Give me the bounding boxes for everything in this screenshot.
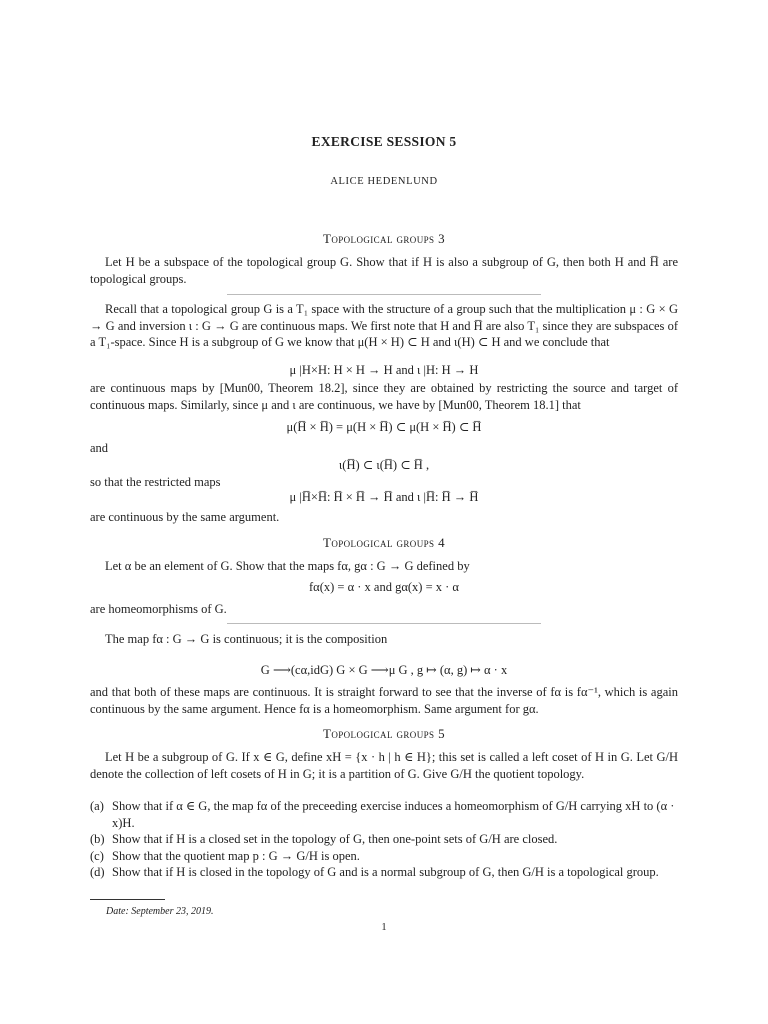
list-item — [90, 864, 678, 881]
equation-3-3: ι(H̅) ⊂ ι(H̅) ⊂ H̅ , — [338, 458, 430, 472]
list-item — [90, 831, 678, 848]
item-text: Show that if H is closed in the topology of G and is a normal subgroup of G, then G/H is a topological group. — [112, 865, 659, 879]
footnote-date: Date: September 23, 2019. — [106, 906, 214, 917]
divider-3 — [227, 294, 541, 295]
solution-4-p2: and that both of these maps are continuous. It is straight forward to see that the inverse of fα is fα⁻¹, which is again continuous by the same argument. Hence fα is a homeomorphism. Same argument for gα. — [90, 685, 678, 716]
author-name: ALICE HEDENLUND — [330, 176, 438, 187]
problem-3: Let H be a subspace of the topological group G. Show that if H is also a subgroup of G, then both H and H̅ are topological groups. — [90, 255, 678, 286]
item-label: (b) — [90, 832, 105, 846]
solution-3-p1: Recall that a topological group G is a T₁ space with the structure of a group such that the multiplication μ : G × G → G and inversion ι : G → G are continuous maps. We first note that H and H̅ are also T₁ since they are subspaces of a T₁-space. Since H is a subgroup of G we know that μ(H × H) ⊂ H and ι(H) ⊂ H and we conclude that — [90, 302, 678, 349]
item-label: (a) — [90, 799, 104, 813]
equation-3-1: μ |H×H: H × H → H and ι |H: H → H — [289, 363, 479, 377]
divider-4 — [227, 623, 541, 624]
paper-title: EXERCISE SESSION 5 — [311, 134, 457, 149]
section-heading-4: Topological groups 4 — [323, 535, 445, 550]
solution-3-p4: are continuous by the same argument. — [90, 510, 280, 524]
equation-3-4: μ |H̅×H̅: H̅ × H̅ → H̅ and ι |H̅: H̅ → H̅ — [289, 490, 479, 504]
equation-4-1: fα(x) = α · x and gα(x) = x · α — [309, 580, 459, 594]
footnote-rule — [90, 899, 165, 900]
problem-4: Let α be an element of G. Show that the maps fα, gα : G → G defined by — [105, 559, 470, 573]
list-item — [90, 848, 678, 865]
solution-3-p3: so that the restricted maps — [90, 475, 221, 489]
equation-4-2: G ⟶(cα,idG) G × G ⟶μ G , g ↦ (α, g) ↦ α · x — [260, 663, 508, 677]
page-number: 1 — [381, 922, 387, 933]
solution-4-p1: The map fα : G → G is continuous; it is the composition — [105, 632, 388, 646]
section-heading-5: Topological groups 5 — [323, 726, 445, 741]
item-text: Show that the quotient map p : G → G/H is open. — [112, 848, 360, 863]
section-heading-3: Topological groups 3 — [323, 231, 445, 246]
equation-3-2: μ(H̅ × H̅) = μ(H × H̅) ⊂ μ(H × H̅) ⊂ H̅ — [286, 420, 482, 434]
item-label: (c) — [90, 848, 104, 863]
item-text: Show that if α ∈ G, the map fα of the preceeding exercise induces a homeomorphism of G/H carrying xH to (α · x)H. — [112, 799, 675, 830]
problem-4-end: are homeomorphisms of G. — [90, 602, 227, 616]
and-word: and — [90, 441, 109, 455]
exercise-list — [90, 798, 678, 881]
solution-3-p2: are continuous maps by [Mun00, Theorem 18.2], since they are obtained by restricting the source and target of continuous maps. Similarly, since μ and ι are continuous, we have by [Mun00, Theorem 18.1] that — [90, 381, 678, 412]
item-text: Show that if H is a closed set in the topology of G, then one-point sets of G/H are closed. — [112, 832, 558, 846]
problem-5: Let H be a subgroup of G. If x ∈ G, define xH = {x · h | h ∈ H}; this set is called a left coset of H in G. Let G/H denote the collection of left cosets of H in G; it is a partition of G. Give G/H the quotient topology. — [90, 750, 678, 781]
list-item — [90, 798, 678, 831]
item-label: (d) — [90, 865, 105, 879]
